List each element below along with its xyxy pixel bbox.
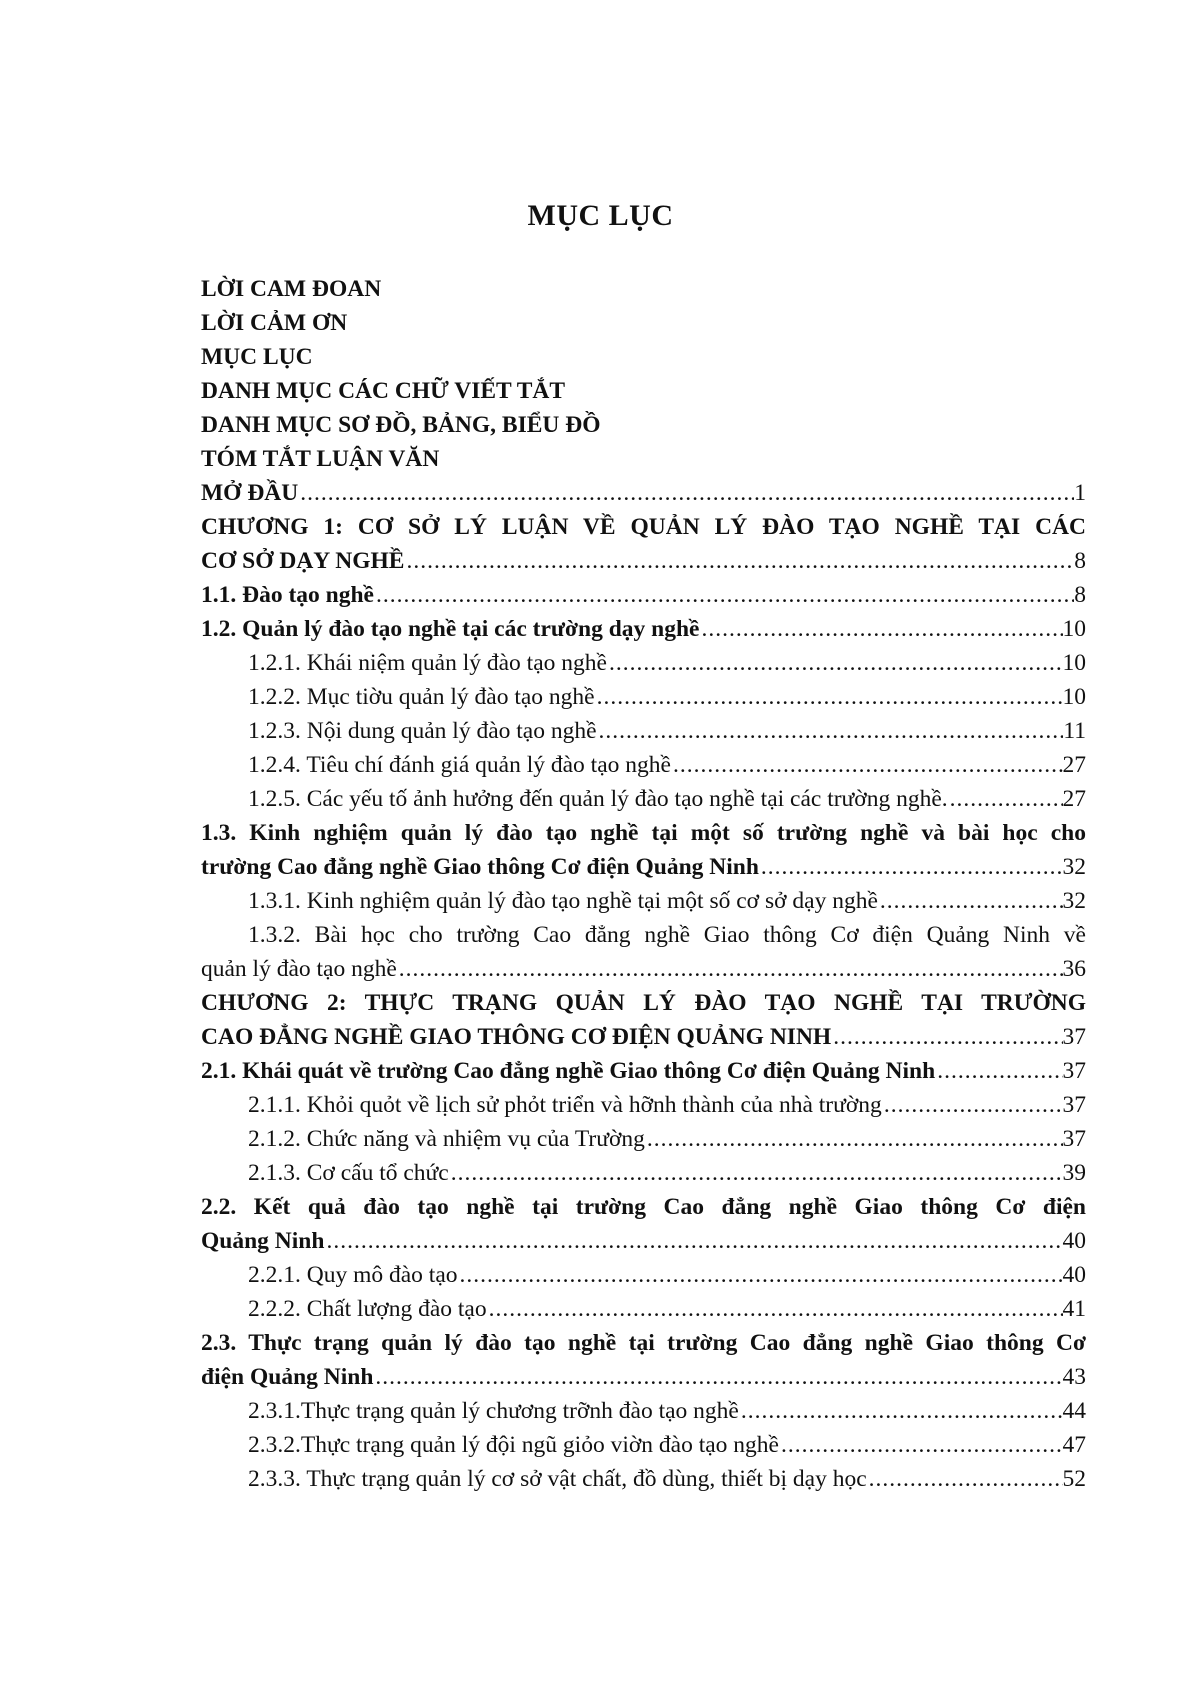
dot-leader — [701, 612, 1062, 646]
toc-entry[interactable]: 2.3. Thực trạng quản lý đào tạo nghề tại trường Cao đẳng nghề Giao thông Cơ — [201, 1330, 1086, 1356]
toc-entry[interactable] — [201, 1122, 1086, 1156]
toc-entry[interactable] — [201, 1020, 1086, 1054]
toc-entry-title: 2.1. Khái quát về trường Cao đẳng nghề Giao thông Cơ điện Quảng Ninh — [201, 1058, 936, 1084]
toc-entry-page-number: 40 — [1062, 1228, 1086, 1254]
dot-leader — [375, 1360, 1062, 1394]
toc-entry[interactable] — [201, 782, 1086, 816]
toc-entry[interactable] — [201, 1292, 1086, 1326]
toc-entry[interactable]: LỜI CẢM ƠN — [201, 310, 348, 336]
dot-leader — [880, 884, 1063, 918]
toc-entry-title: 1.2.5. Các yếu tố ảnh hưởng đến quản lý đào tạo nghề tại các trường nghề. — [248, 786, 948, 812]
toc-entry[interactable] — [201, 1394, 1086, 1428]
toc-entry-page-number: 39 — [1062, 1160, 1086, 1186]
dot-leader — [376, 578, 1074, 612]
dot-leader — [597, 680, 1063, 714]
toc-entry-page-number: 37 — [1062, 1126, 1086, 1152]
toc-entry[interactable] — [201, 1156, 1086, 1190]
dot-leader — [937, 1054, 1062, 1088]
toc-entry-page-number: 40 — [1062, 1262, 1086, 1288]
dot-leader — [950, 782, 1063, 816]
toc-entry[interactable] — [201, 646, 1086, 680]
dot-leader — [884, 1088, 1063, 1122]
dot-leader — [489, 1292, 1063, 1326]
toc-entry[interactable] — [201, 884, 1086, 918]
toc-entry-page-number: 32 — [1062, 888, 1086, 914]
toc-entry[interactable] — [201, 1428, 1086, 1462]
toc-entry[interactable] — [201, 544, 1086, 578]
toc-entry-page-number: 37 — [1062, 1092, 1086, 1118]
toc-entry[interactable]: LỜI CAM ĐOAN — [201, 276, 382, 302]
toc-entry-page-number: 10 — [1062, 684, 1086, 710]
dot-leader — [399, 952, 1063, 986]
toc-entry-page-number: 36 — [1062, 956, 1086, 982]
toc-entry-title: 2.1.1. Khỏi quỏt về lịch sử phỏt triển và hỡnh thành của nhà trường — [248, 1092, 882, 1118]
toc-entry[interactable] — [201, 748, 1086, 782]
dot-leader — [761, 850, 1063, 884]
toc-entry-title: 1.2. Quản lý đào tạo nghề tại các trường dạy nghề — [201, 616, 700, 642]
toc-entry-page-number: 32 — [1062, 854, 1086, 880]
toc-entry-page-number: 8 — [1074, 582, 1086, 608]
dot-leader — [460, 1258, 1063, 1292]
toc-entry-title: 1.2.1. Khái niệm quản lý đào tạo nghề — [248, 650, 607, 676]
toc-entry-title: 2.1.3. Cơ cấu tổ chức — [248, 1160, 449, 1186]
toc-entry-page-number: 10 — [1062, 616, 1086, 642]
toc-entry[interactable]: 1.3.2. Bài học cho trường Cao đẳng nghề Giao thông Cơ điện Quảng Ninh về — [248, 922, 1086, 948]
toc-entry-title: 1.2.3. Nội dung quản lý đào tạo nghề — [248, 718, 597, 744]
dot-leader — [609, 646, 1063, 680]
toc-entry-title: 2.2.1. Quy mô đào tạo — [248, 1262, 458, 1288]
dot-leader — [326, 1224, 1062, 1258]
toc-entry-page-number: 44 — [1062, 1398, 1086, 1424]
dot-leader — [647, 1122, 1063, 1156]
toc-entry[interactable]: DANH MỤC CÁC CHỮ VIẾT TẮT — [201, 378, 566, 404]
toc-entry-title: quản lý đào tạo nghề — [201, 956, 397, 982]
toc-entry-title: 2.2.2. Chất lượng đào tạo — [248, 1296, 487, 1322]
toc-entry-page-number: 43 — [1062, 1364, 1086, 1390]
toc-entry-title: CƠ SỞ DẠY NGHỀ — [201, 548, 405, 574]
toc-entry[interactable] — [201, 952, 1086, 986]
toc-entry-page-number: 41 — [1062, 1296, 1086, 1322]
dot-leader — [406, 544, 1074, 578]
toc-entry-title: 2.3.3. Thực trạng quản lý cơ sở vật chất, đồ dùng, thiết bị dạy học — [248, 1466, 867, 1492]
toc-entry[interactable] — [201, 578, 1086, 612]
toc-entry-title: 1.1. Đào tạo nghề — [201, 582, 374, 608]
toc-entry-title: 1.2.4. Tiêu chí đánh giá quản lý đào tạo nghề — [248, 752, 671, 778]
toc-entry[interactable] — [201, 612, 1086, 646]
toc-entry[interactable] — [201, 1088, 1086, 1122]
toc-entry[interactable]: TÓM TẮT LUẬN VĂN — [201, 446, 440, 472]
toc-entry[interactable] — [201, 1360, 1086, 1394]
dot-leader — [741, 1394, 1063, 1428]
toc-entry[interactable] — [201, 476, 1086, 510]
toc-entry-title: 1.3.1. Kinh nghiệm quản lý đào tạo nghề tại một số cơ sở dạy nghề — [248, 888, 878, 914]
toc-entry[interactable]: CHƯƠNG 1: CƠ SỞ LÝ LUẬN VỀ QUẢN LÝ ĐÀO TẠO NGHỀ TẠI CÁC — [201, 514, 1086, 540]
toc-entry[interactable]: MỤC LỤC — [201, 344, 313, 370]
toc-entry-page-number: 37 — [1062, 1058, 1086, 1084]
toc-entry-page-number: 8 — [1074, 548, 1086, 574]
toc-entry-page-number: 10 — [1062, 650, 1086, 676]
toc-entry-page-number: 1 — [1074, 480, 1086, 506]
toc-entry-page-number: 11 — [1063, 718, 1086, 744]
toc-entry[interactable] — [201, 1224, 1086, 1258]
toc-entry[interactable] — [201, 680, 1086, 714]
toc-entry[interactable] — [201, 714, 1086, 748]
toc-entry[interactable]: 1.3. Kinh nghiệm quản lý đào tạo nghề tại một số trường nghề và bài học cho — [201, 820, 1086, 846]
toc-entry[interactable] — [201, 850, 1086, 884]
dot-leader — [781, 1428, 1063, 1462]
table-of-contents — [201, 272, 1086, 1496]
toc-entry-title: trường Cao đẳng nghề Giao thông Cơ điện Quảng Ninh — [201, 854, 759, 880]
dot-leader — [833, 1020, 1062, 1054]
page-title: MỤC LỤC — [527, 199, 674, 232]
dot-leader — [300, 476, 1074, 510]
toc-entry-title: MỞ ĐẦU — [201, 480, 299, 506]
toc-entry-title: 2.3.2.Thực trạng quản lý đội ngũ giỏo viờn đào tạo nghề — [248, 1432, 779, 1458]
toc-entry-title: 2.1.2. Chức năng và nhiệm vụ của Trường — [248, 1126, 645, 1152]
toc-entry-title: CAO ĐẲNG NGHỀ GIAO THÔNG CƠ ĐIỆN QUẢNG NINH — [201, 1024, 832, 1050]
toc-entry[interactable]: CHƯƠNG 2: THỰC TRẠNG QUẢN LÝ ĐÀO TẠO NGHỀ TẠI TRƯỜNG — [201, 990, 1086, 1016]
toc-entry-page-number: 27 — [1062, 752, 1086, 778]
toc-entry-title: 2.3.1.Thực trạng quản lý chương trỡnh đào tạo nghề — [248, 1398, 739, 1424]
toc-entry-page-number: 27 — [1062, 786, 1086, 812]
toc-entry-page-number: 47 — [1062, 1432, 1086, 1458]
toc-entry[interactable] — [201, 1462, 1086, 1496]
toc-entry[interactable] — [201, 1054, 1086, 1088]
dot-leader — [451, 1156, 1063, 1190]
toc-entry-title: 1.2.2. Mục tiờu quản lý đào tạo nghề — [248, 684, 595, 710]
toc-entry[interactable]: DANH MỤC SƠ ĐỒ, BẢNG, BIỂU ĐỒ — [201, 412, 601, 438]
toc-entry-page-number: 52 — [1062, 1466, 1086, 1492]
toc-entry[interactable] — [201, 1258, 1086, 1292]
dot-leader — [599, 714, 1064, 748]
toc-entry[interactable]: 2.2. Kết quả đào tạo nghề tại trường Cao đẳng nghề Giao thông Cơ điện — [201, 1194, 1086, 1220]
toc-entry-page-number: 37 — [1062, 1024, 1086, 1050]
dot-leader — [673, 748, 1063, 782]
toc-entry-title: Quảng Ninh — [201, 1228, 325, 1254]
dot-leader — [869, 1462, 1063, 1496]
toc-entry-title: điện Quảng Ninh — [201, 1364, 374, 1390]
